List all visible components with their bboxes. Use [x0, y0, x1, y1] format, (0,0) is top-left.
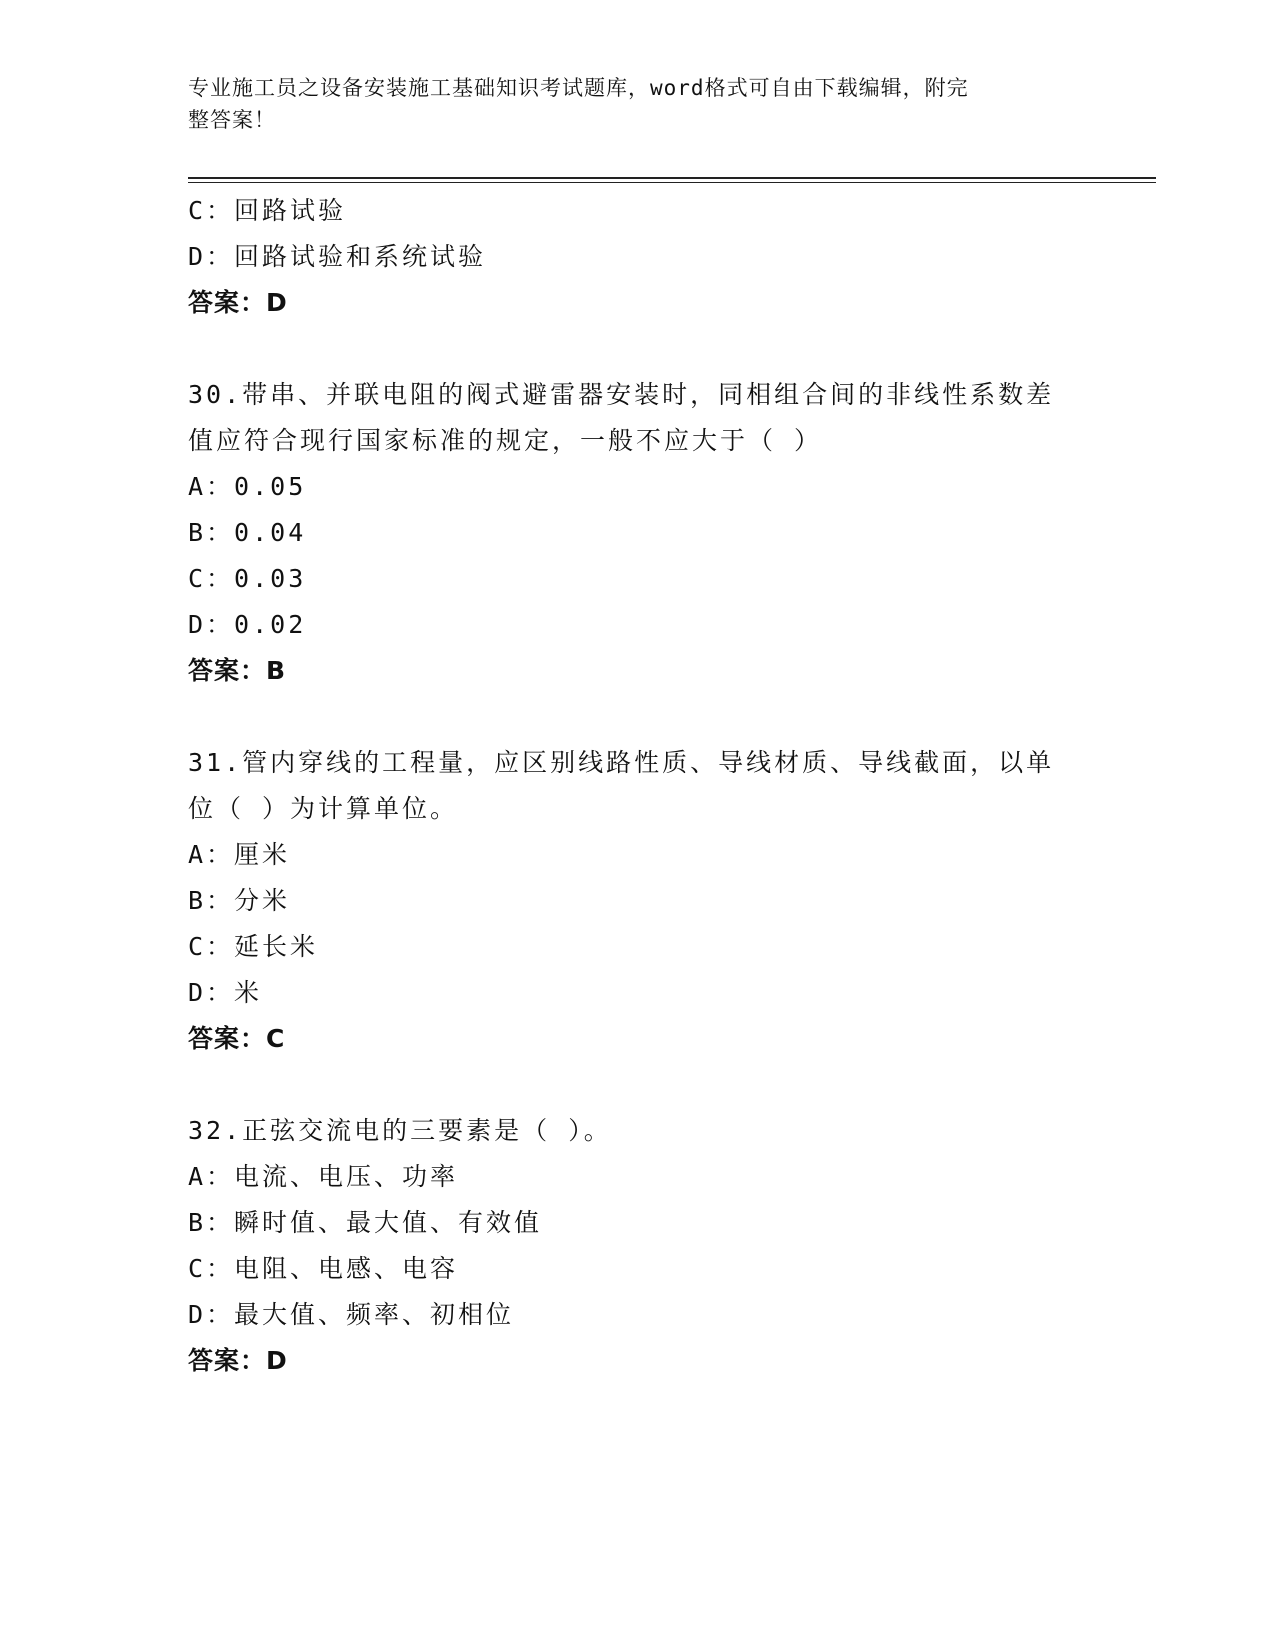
question-29-tail [188, 188, 1088, 326]
answer-line: 答案：D [188, 1346, 288, 1375]
question-list [188, 188, 1088, 1384]
answer-line: 答案：B [188, 656, 287, 685]
option-a: A：电流、电压、功率 [188, 1162, 459, 1191]
option-a: A：厘米 [188, 840, 291, 869]
header-line-2: 整答案！ [188, 108, 276, 132]
header-divider-thick [188, 177, 1156, 179]
option-d: D：最大值、频率、初相位 [188, 1300, 515, 1329]
question-stem-line: 31.管内穿线的工程量，应区别线路性质、导线材质、导线截面，以单 [188, 748, 1055, 777]
option-b: B：0.04 [188, 518, 307, 547]
answer-line: 答案：D [188, 288, 288, 317]
question-31 [188, 740, 1088, 1062]
document-header [188, 72, 1068, 136]
option-d: D：米 [188, 978, 263, 1007]
question-stem-line: 值应符合现行国家标准的规定，一般不应大于（ ） [188, 426, 823, 455]
spacer [188, 1062, 1088, 1108]
question-stem-line: 30.带串、并联电阻的阀式避雷器安装时，同相组合间的非线性系数差 [188, 380, 1055, 409]
option-b: B：瞬时值、最大值、有效值 [188, 1208, 543, 1237]
option-c: C：延长米 [188, 932, 319, 961]
header-line-1: 专业施工员之设备安装施工基础知识考试题库，word格式可自由下载编辑，附完 [188, 76, 969, 100]
question-30 [188, 372, 1088, 694]
option-a: A：0.05 [188, 472, 307, 501]
question-stem-line: 位（ ）为计算单位。 [188, 794, 459, 823]
question-stem-line: 32.正弦交流电的三要素是（ ）。 [188, 1116, 612, 1145]
option-d: D：回路试验和系统试验 [188, 242, 487, 271]
question-32 [188, 1108, 1088, 1384]
option-b: B：分米 [188, 886, 291, 915]
spacer [188, 694, 1088, 740]
option-d: D：0.02 [188, 610, 307, 639]
header-divider-thin [188, 182, 1156, 183]
spacer [188, 326, 1088, 372]
option-c: C：回路试验 [188, 196, 347, 225]
option-c: C：0.03 [188, 564, 307, 593]
option-c: C：电阻、电感、电容 [188, 1254, 459, 1283]
answer-line: 答案：C [188, 1024, 286, 1053]
